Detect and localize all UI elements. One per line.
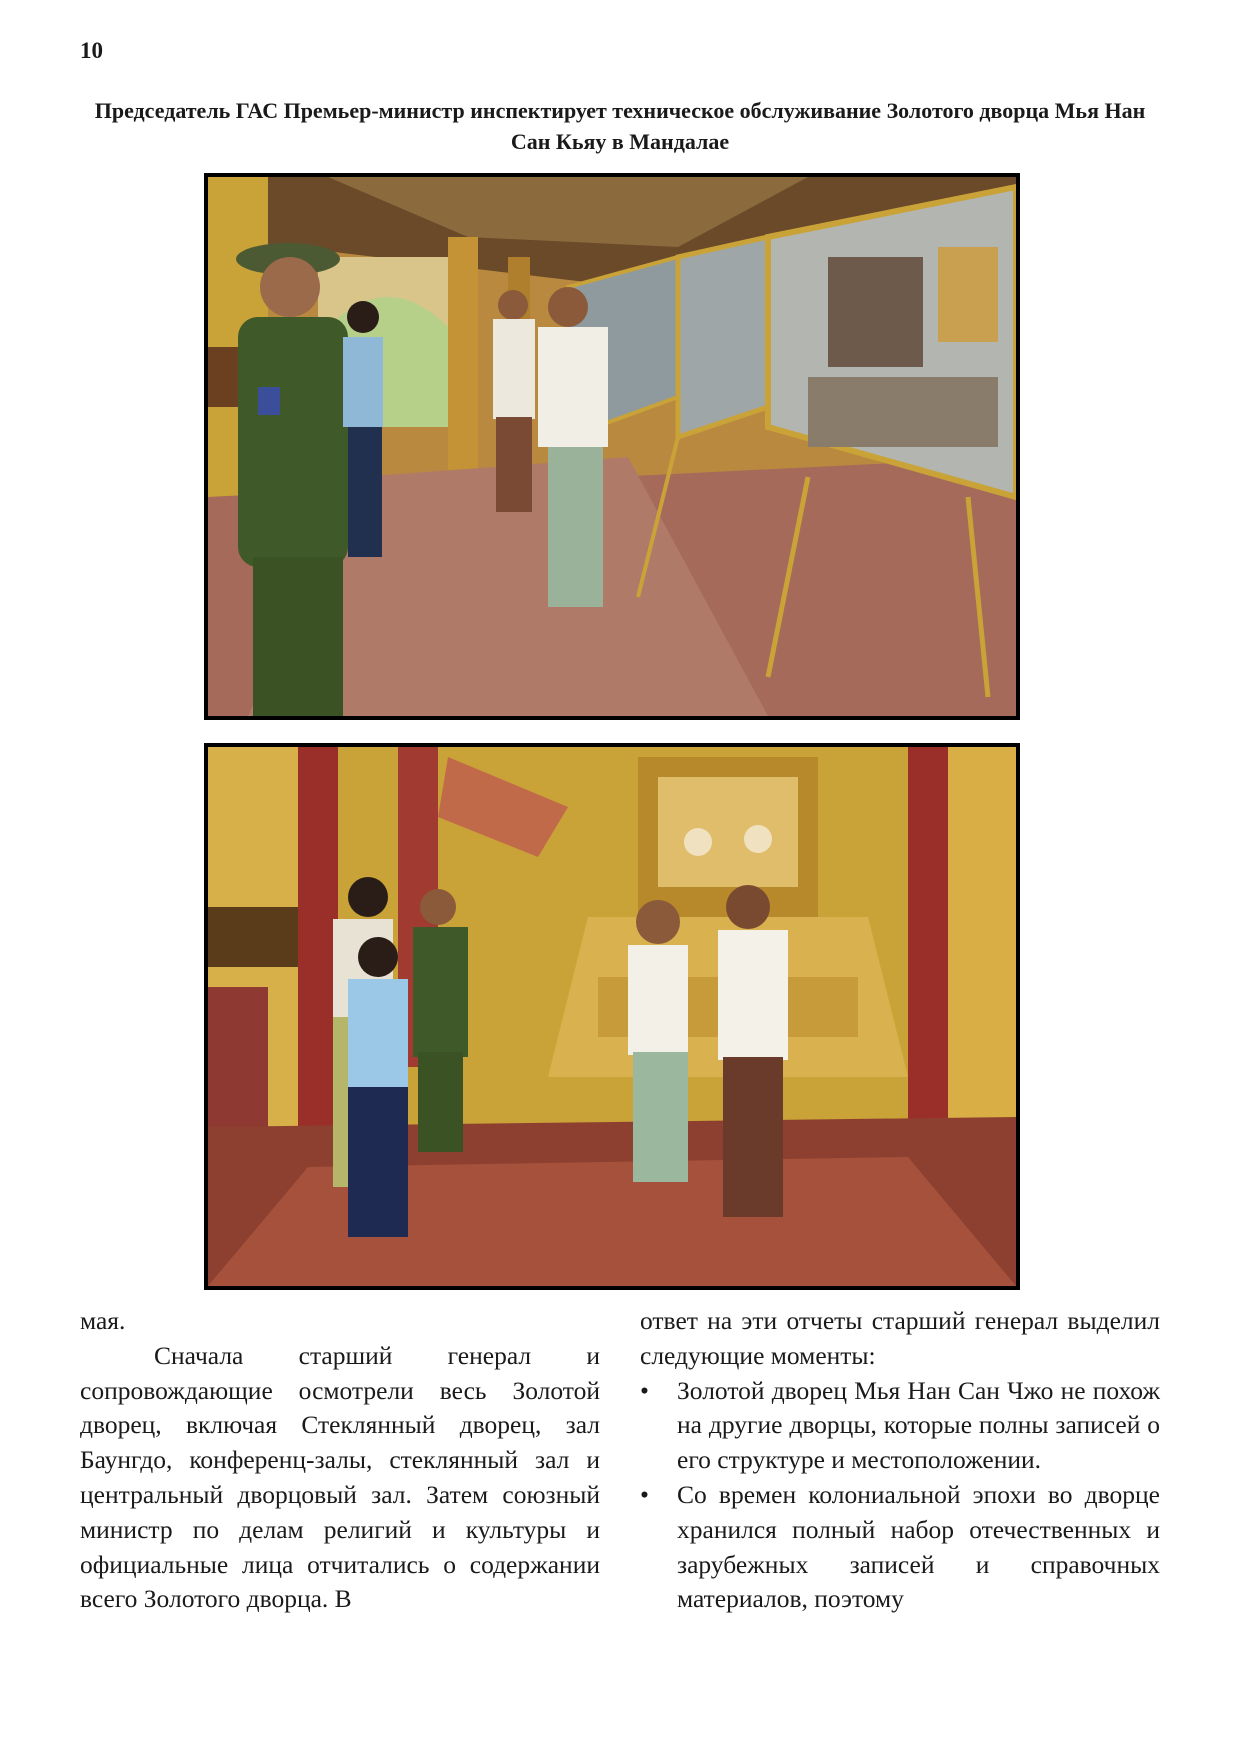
article-title: Председатель ГАС Премьер-министр инспектирует техническое обслуживание Золотого дворца Мья Нан Сан Кьяу в Мандалае [94,98,1146,154]
list-item: • Золотой дворец Мья Нан Сан Чжо не похож на другие дворцы, которые полны записей о его структуре и местоположении. [640,1374,1160,1478]
inspection-paragraph: Сначала старший генерал и сопровождающие осмотрели весь Золотой дворец, включая Стеклянный дворец, зал Баунгдо, конференц-залы, стеклянный зал и центральный дворцовый зал. Затем союзный министр по делам религий и культуры и официальные лица отчитались о содержании всего Золотого дворца. В [80,1340,600,1614]
highlights-list [640,1374,1160,1618]
list-item: • Со времен колониальной эпохи во дворце хранился полный набор отечественных и зарубежных записей и справочных материалов, поэтому [640,1478,1160,1617]
left-column [80,1304,600,1617]
continuation-text: мая. [80,1306,126,1335]
photo-throne-hall-illustration [208,747,1016,1286]
photo-throne-hall [204,743,1020,1290]
right-column [640,1304,1160,1617]
photo-exhibition-illustration [208,177,1016,716]
response-intro: ответ на эти отчеты старший генерал выделил следующие моменты: [640,1306,1160,1370]
photo-exhibition-inspection [204,173,1020,720]
page-number: 10 [80,38,103,63]
